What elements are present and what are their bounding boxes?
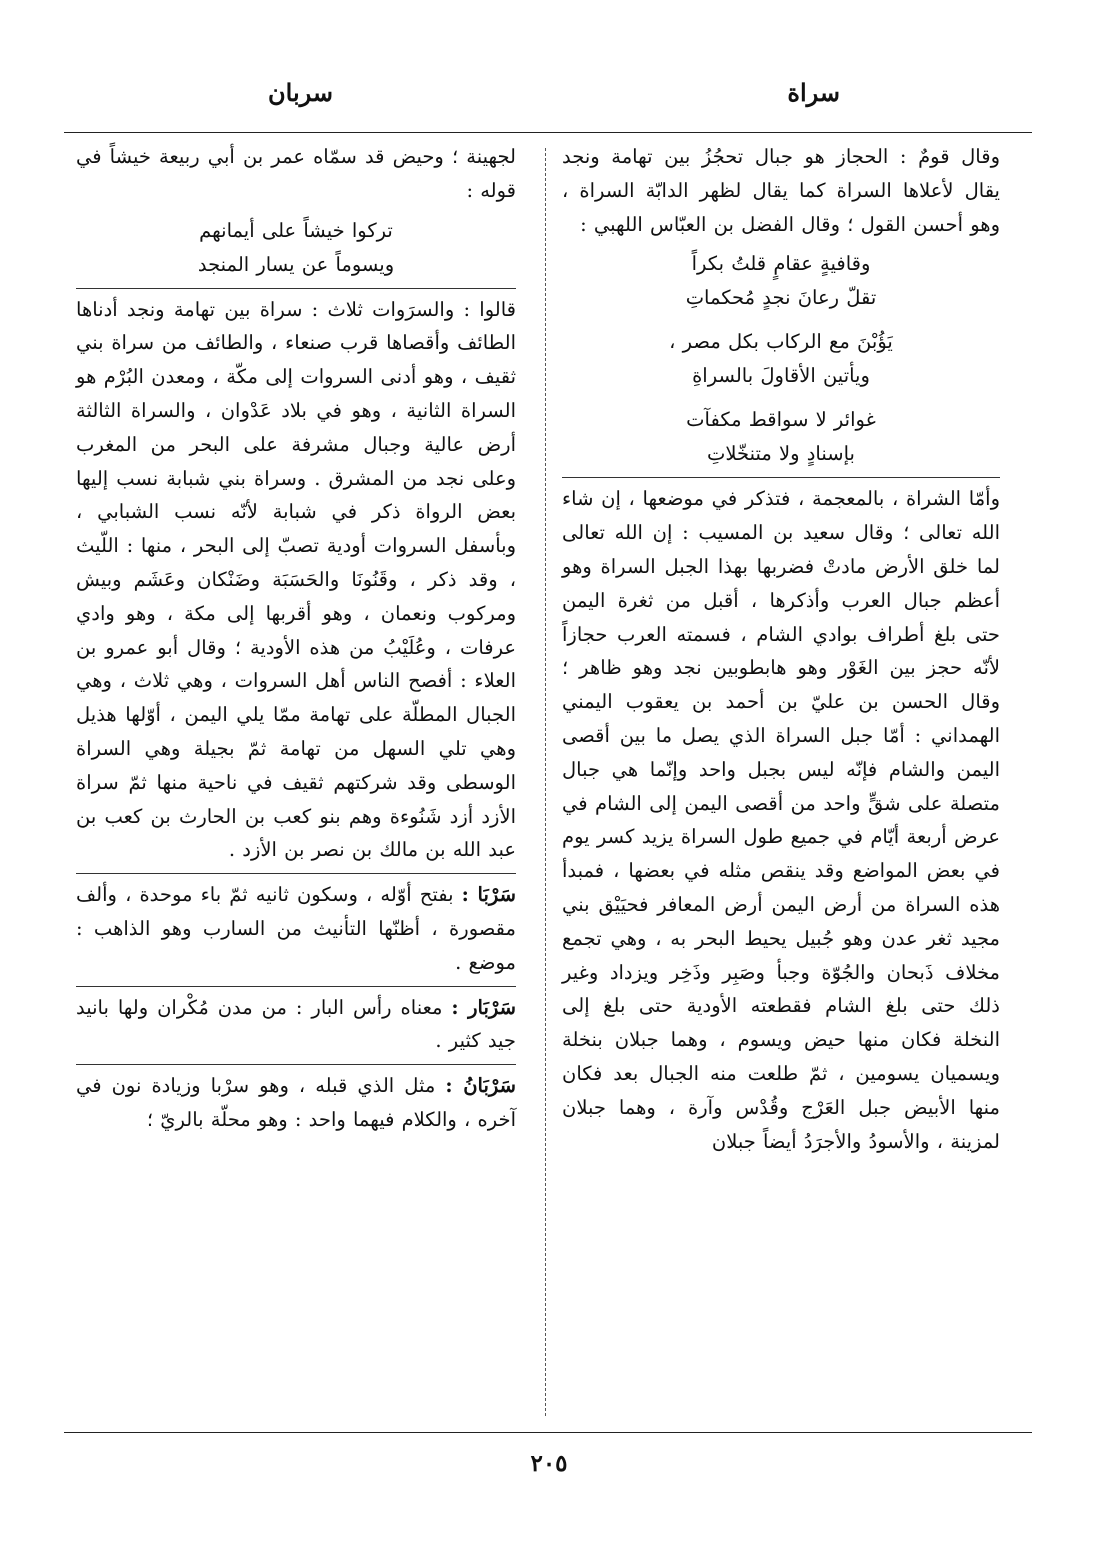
- running-head-right: سراة: [787, 78, 840, 107]
- footer-rule: [64, 1432, 1032, 1433]
- section-separator: [562, 477, 1000, 478]
- verse-line: تركوا خيشاً على أيمانهم: [199, 218, 393, 242]
- verse-line: ويسوماً عن يسار المنجد: [197, 252, 395, 276]
- verse-line: يَؤُبْنَ مع الركاب بكل مصر ،: [669, 330, 893, 354]
- entry-definition: معناه رأس البار : من مدن مُكْران ولها بانيد جيد كثير .: [76, 995, 516, 1053]
- section-separator: [76, 873, 516, 874]
- entry-headword: سَرْبَانُ :: [445, 1074, 516, 1098]
- page-number: ٢٠٥: [530, 1450, 568, 1477]
- section-separator: [76, 986, 516, 987]
- paragraph: لجهينة ؛ وحيض قد سمّاه عمر بن أبي ربيعة خيشاً في قوله :: [76, 145, 516, 202]
- entry-headword: سَرْبَار :: [451, 995, 517, 1019]
- verse-line: بإسنادٍ ولا متنخّلاتِ: [707, 442, 855, 466]
- paragraph: وأمّا الشراة ، بالمعجمة ، فتذكر في موضعها ، إن شاء الله تعالى ؛ وقال سعيد بن المسيب : إن الله تعالى لما خلق الأرض مادتْ فضربها بهذا الجبل السراة وهو أعظم جبال العرب وأذكرها ، أقبل من ثغرة اليمن حتى بلغ أطراف بوادي الشام ، فسمته العرب حجازاً لأنّه حجز بين الغَوْر وهو هابطوبين نجد وهو ظاهر ؛ وقال الحسن بن عليّ بن أحمد بن يعقوب اليمني الهمداني : أمّا جبل السراة الذي يصل ما بين أقصى اليمن والشام فإنّه ليس بجبل واحد وإنّما هي جبال متصلة على شقٍّ واحد من أقصى اليمن إلى الشام في عرض أربعة أيّام في جميع طول السراة يزيد كسر يوم في بعض المواضع وقد ينقص مثله في بعضها ، فمبدأ هذه السراة من أرض اليمن أرض المعافر فحيَيْق بني مجيد ثغر عدن وهو جُبيل يحيط البحر به ، وهي تجمع مخلاف ذَبحان والجُوّة وجبأ وصَبِر وذَخِر ويزداد وغير ذلك حتى بلغ الشام فقطعته الأودية حتى بلغ إلى النخلة فكان منها حيض ويسوم ، وهما جبلان بنخلة ويسميان يسومين ، ثمّ طلعت منه الجبال بعد فكان منها الأبيض جبل العَرْج وقُدْس وآرة ، وهما جبلان لمزينة ، والأسودُ والأجرَدُ أيضاً جبلان: [562, 487, 1000, 1153]
- paragraph: قالوا : والسرَوات ثلاث : سراة بين تهامة ونجد أدناها الطائف وأقصاها قرب صنعاء ، والطائف من سراة بني ثقيف ، وهو أدنى السروات إلى مكّة ، ومعدن البُرْم هو السراة الثانية ، وهو في بلاد عَدْوان ، والسراة الثالثة أرض عالية وجبال مشرفة على البحر من المغرب وعلى نجد من المشرق . وسراة بني شبابة نسب إليها بعض الرواة ذكر في شبابة لأنّه نسب الشبابي ، وبأسفل السروات أودية تصبّ إلى البحر ، منها : اللّيث ، وقد ذكر ، وقَنُونَا والحَسَبَة وضَنْكان وعَشَم وبيش ومركوب ونعمان ، وهو أقربها إلى مكة ، وهو وادي عرفات ، وعُلَيْبُ من هذه الأودية ؛ وقال أبو عمرو بن العلاء : أفصح الناس أهل السروات ، وهي ثلاث ، وهي الجبال المطلّة على تهامة ممّا يلي اليمن ، أوّلها هذيل وهي تلي السهل من تهامة ثمّ بجيلة وهي السراة الوسطى وقد شركتهم ثقيف في ناحية منها ثمّ سراة الأزد أزد شَنُوءة وهم بنو كعب بن الحارث بن كعب بن عبد الله بن مالك بن نصر بن الأزد .: [76, 297, 516, 862]
- entry-headword: سَرْبَا :: [461, 883, 516, 907]
- poem-block: [562, 247, 1000, 471]
- dictionary-entry: [76, 878, 516, 979]
- left-column: [76, 140, 516, 1137]
- paragraph: وقال قومٌ : الحجاز هو جبال تحجُزُ بين تهامة ونجد يقال لأعلاها السراة كما يقال لظهر الدابّة السراة ، وهو أحسن القول ؛ وقال الفضل بن العبّاس اللهبي :: [562, 145, 1000, 236]
- dictionary-entry: [76, 991, 516, 1059]
- entry-definition: مثل الذي قبله ، وهو سرْبا وزيادة نون في آخره ، والكلام فيهما واحد : وهو محلّة بالريّ ؛: [76, 1074, 516, 1131]
- column-divider: [545, 148, 546, 1416]
- running-head-left: سربان: [268, 78, 333, 107]
- header-rule: [64, 132, 1032, 133]
- section-separator: [76, 288, 516, 289]
- entry-definition: بفتح أوّله ، وسكون ثانيه ثمّ باء موحدة ، وألف مقصورة ، أظنّها التأنيث من السارب وهو الذاهب : موضع .: [76, 883, 516, 974]
- verse-line: تقلّ رعانَ نجدٍ مُحكماتِ: [685, 286, 877, 310]
- right-column: [562, 140, 1000, 1158]
- poem-block: [76, 214, 516, 282]
- dictionary-entry: [76, 1069, 516, 1137]
- verse-line: ويأتين الأقاولَ بالسراةِ: [692, 364, 870, 388]
- verse-line: وقافيةٍ عقامٍ قلتُ بكراً: [691, 252, 871, 276]
- verse-line: غوائر لا سواقط مكفآت: [686, 408, 876, 432]
- section-separator: [76, 1064, 516, 1065]
